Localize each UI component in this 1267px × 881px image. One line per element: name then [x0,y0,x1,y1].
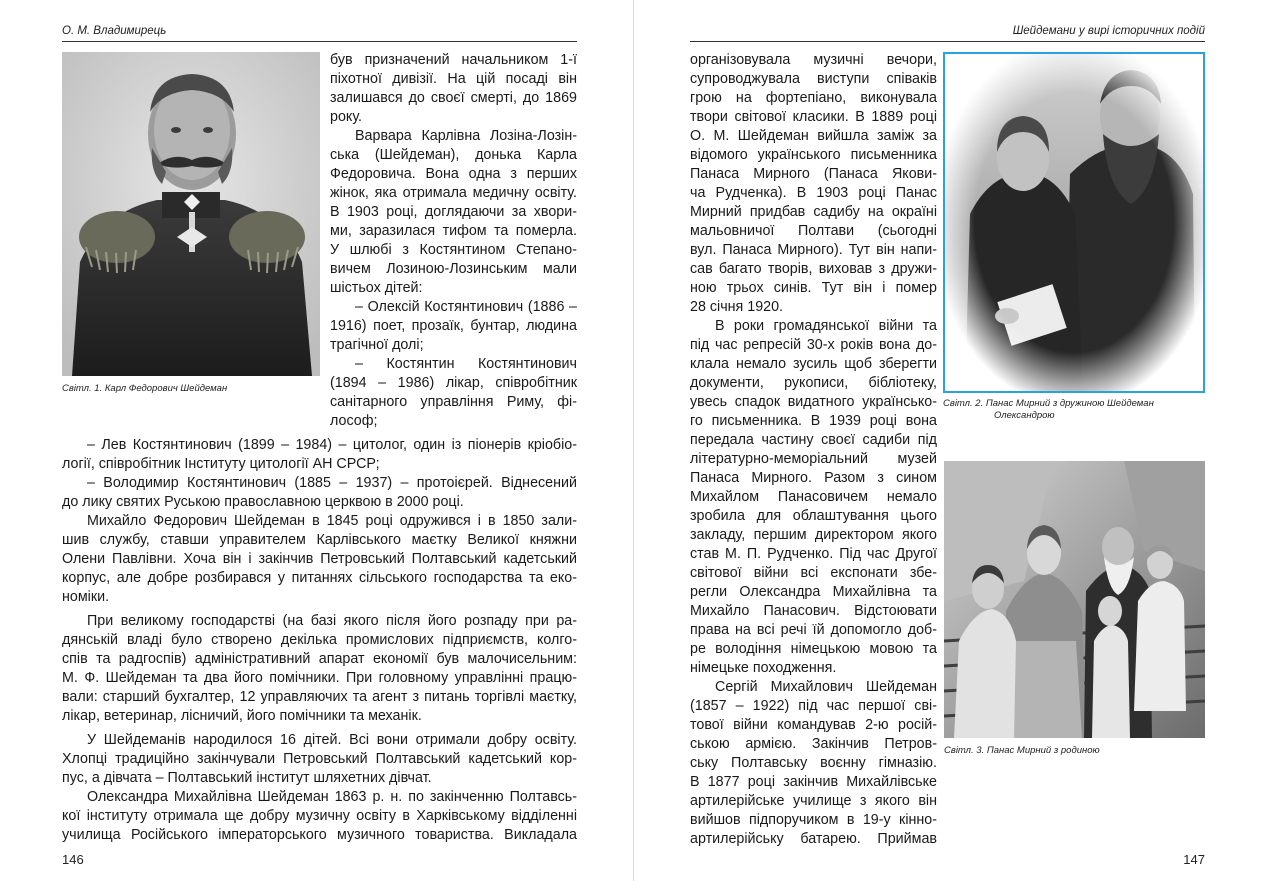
couple-photo-image [943,52,1205,393]
text-line: Олександра Михайлівна Шейдеман 1863 р. н. по закінченню Полтавсь- [87,789,577,805]
right-page-number: 147 [1183,852,1205,867]
text-line: санітарного управління Риму, фі- [330,394,577,410]
text-line: артилерійську батарею. Приймав [690,831,937,847]
text-line: корпус, але добре розбирався у питаннях сільського господарства та еко- [62,570,577,586]
figure3-caption: Світл. 3. Панас Мирний з родиною [944,745,1100,756]
text-line: вийшов підпоручиком в 19-у кінно- [690,812,937,828]
text-line: У шлюбі з Костянтином Степано- [330,242,577,258]
text-line: ська (Шейдеман), донька Карла [330,147,577,163]
figure2-caption-line1: Світл. 2. Панас Мирний з дружиною Шейдеман [943,398,1154,409]
text-line: вали: старший бухгалтер, 12 управляючих та агент з питань торгівлі маєтку, [62,689,577,705]
text-line: тової війни командував 2-ю росій- [690,717,937,733]
text-line: Панаса Мирного (Панаса Якови- [690,166,937,182]
text-line: лікар, ветеринар, лісничий, його помічники та механік. [62,708,422,724]
text-line: зробила для облаштування цього [690,508,937,524]
text-line: (1857 – 1922) під час першої сві- [690,698,937,714]
text-line: вул. Панаса Мирного). Тут він напи- [690,242,937,258]
text-line: номіки. [62,589,110,605]
text-line: супроводжувала виступи співаків [690,71,937,87]
text-line: Олени Павлівни. Хоча він і закінчив Петровський Полтавський кадетський [62,551,577,567]
text-line: спів та радгоспів) адміністративний апарат економії був малочисельним: [62,651,577,667]
text-line: М. Ф. Шейдеман та два його помічники. При головному управлінні працю- [62,670,577,686]
text-line: – Володимир Костянтинович (1885 – 1937) – протоієрей. Віднесений [87,475,577,491]
text-line: був призначений начальником 1-ї [330,52,577,68]
text-line: Сергій Михайлович Шейдеман [715,679,937,695]
right-header-rule [690,41,1205,42]
text-line: клала немало зусиль щоб зберегти [690,356,937,372]
text-line: кої інституту отримала ще добру музичну освіту в Харківському відділенні [62,808,577,824]
text-line: ми, заразилася тифом та померла. [330,223,577,239]
text-line: Михайлом Панасовичем немало [690,489,937,505]
text-line: твори світової класики. В 1889 році [690,109,937,125]
text-line: піхотної дивізії. На цій посаді він [330,71,577,87]
text-line: дянській владі було створено декілька промислових підприємств, колго- [62,632,577,648]
text-line: року. [330,109,363,125]
text-line: жінок, яка отримала медичну освіту. [330,185,577,201]
text-line: Хлопці традиційно закінчували Петровський Полтавський кадетський кор- [62,751,577,767]
text-line: трагічної долі; [330,337,424,353]
text-line: шив службу, ставши управителем Карлівського маєтку Великої княжни [62,532,577,548]
text-line: світової війни всі експонати збе- [690,565,937,581]
text-line: лософ; [330,413,378,429]
text-line: права на всі речі їй допомогло доб- [690,622,937,638]
text-line: регли Олександра Михайлівна та [690,584,937,600]
text-line: училища Російського імператорського музичного товариства. Викладала [62,827,577,843]
text-line: У Шейдеманів народилося 16 дітей. Всі вони отримали добру освіту. [87,732,577,748]
text-line: закладу, першим директором якого [690,527,937,543]
text-line: В 1877 році закінчив Михайлівське [690,774,937,790]
left-page-number: 146 [62,852,84,867]
text-line: вичем Лозиною-Лозинським мали [330,261,577,277]
text-line: При великому господарстві (на базі якого після його розпаду при ра- [87,613,577,629]
text-line: го письменника. В 1939 році вона [690,413,937,429]
text-line: пус, а дівчата – Полтавський інститут шляхетних дівчат. [62,770,432,786]
text-line: під час репресій 30-х років вона до- [690,337,937,353]
text-line: мальовничої Полтави (сьогодні [690,223,937,239]
text-line: артилерійське училище з якого він [690,793,937,809]
family-photo-image [944,461,1205,738]
right-running-head: Шейдемани у вирі історичних подій [1012,25,1205,37]
text-line: – Костянтин Костянтинович [355,356,577,372]
text-line: В 1903 році, доглядаючи за хвори- [330,204,577,220]
text-line: став М. П. Рудченко. Під час Другої [690,546,937,562]
portrait-engraving-image [62,52,320,376]
text-line: до лику святих Руською православною церквою в 2000 році. [62,494,464,510]
text-line: – Лев Костянтинович (1899 – 1984) – цитолог, один із піонерів кріобіо- [87,437,577,453]
text-line: – Олексій Костянтинович (1886 – [355,299,577,315]
text-line: О. М. Шейдеман вийшла заміж за [690,128,937,144]
text-line: залишався до своєї смерті, до 1869 [330,90,577,106]
text-line: грою на фортепіано, виконувала [690,90,937,106]
text-line: ною трьох синів. Тут він і помер [690,280,937,296]
text-line: передала частину своєї садиби під [690,432,937,448]
text-line: шістьох дітей: [330,280,423,296]
text-line: документи, рукописи, бібліотеку, [690,375,937,391]
text-line: логії, співробітник Інституту цитології АН СРСР; [62,456,380,472]
text-line: Михайло Федорович Шейдеман в 1845 році одружився і в 1850 зали- [87,513,577,529]
text-line: ре володіння німецькою мовою та [690,641,937,657]
text-line: Варвара Карлівна Лозіна-Лозін- [355,128,577,144]
text-line: ською армією. Закінчив Петров- [690,736,937,752]
left-header-rule [62,41,577,42]
text-line: організовувала музичні вечори, [690,52,937,68]
text-line: 28 січня 1920. [690,299,784,315]
text-line: увесь спадок видатного українсько- [690,394,937,410]
gutter [633,0,634,881]
figure1-caption: Світл. 1. Карл Федорович Шейдеман [62,383,228,394]
text-line: сав багато творів, виховав з дружи- [690,261,937,277]
text-line: В роки громадянської війни та [715,318,937,334]
figure2-caption-line2: Олександрою [994,410,1055,421]
text-line: 1916) поет, прозаїк, бунтар, людина [330,318,577,334]
text-line: літературно-меморіальний музей [690,451,937,467]
text-line: німецьке походження. [690,660,837,676]
text-line: (1894 – 1986) лікар, співробітник [330,375,577,391]
text-line: відомого українського письменника [690,147,937,163]
left-running-head: О. М. Владимирець [62,25,167,37]
text-line: ську Полтавську воєнну гімназію. [690,755,937,771]
text-line: Мирний придбав садибу на окраїні [690,204,937,220]
text-line: Федоровича. Вона одна з перших [330,166,577,182]
text-line: Панаса Мирного. Разом з сином [690,470,937,486]
text-line: ча Рудченка). В 1903 році Панас [690,185,937,201]
text-line: Михайло Панасович. Відстоювати [690,603,937,619]
